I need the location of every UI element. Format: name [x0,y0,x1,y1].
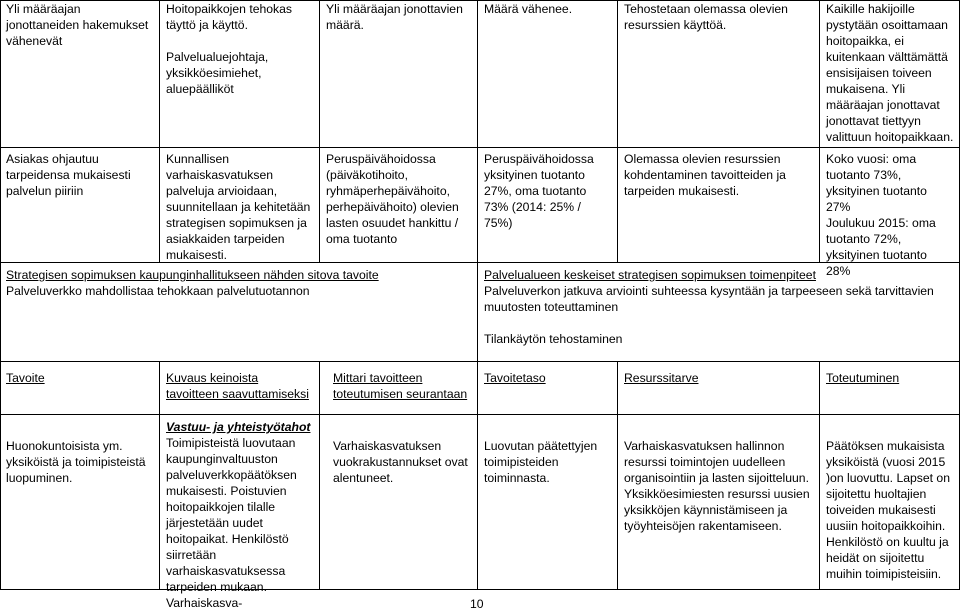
column-header-tavoitetaso [484,370,610,386]
strategy-actions-text: Tilankäytön tehostaminen [484,332,623,346]
header-label: Tavoite [6,371,45,385]
cell-text: Tehostetaan olemassa olevien resurssien käyttöä. [624,2,788,32]
table-cell [166,1,312,97]
header-label: Kuvaus keinoista tavoitteen saavuttamiseksi [166,371,309,401]
column-header-tavoite [6,370,151,386]
cell-text: Toimipisteistä luovutaan kaupunginvaltuuston palveluverkkopäätöksen mukaisesti. Poistuvien hoitopaikkojen tilalle järjestetään uudet hoitopaikat. Henkilöstö siirretään varhaiskasvatuksessa tarpeiden mukaan. Varhaiskasva- [166,436,297,610]
table-cell-kuvaus [166,419,312,610]
column-header-mittari [333,370,470,402]
table-cell [6,1,151,49]
table-cell-mittari [333,438,470,486]
strategy-goal-cell [6,267,471,299]
table-border-bottom [0,589,960,590]
header-label: Tavoitetaso [484,371,546,385]
table-cell [624,151,812,199]
cell-text: Olemassa olevien resurssien kohdentaminen tavoitteiden ja tarpeiden mukaisesti. [624,152,786,198]
header-label: Resurssitarve [624,371,699,385]
table-col-divider [477,262,478,361]
column-header-kuvaus [166,370,312,402]
table-cell-resurssitarve [624,438,812,534]
strategy-actions-text: Palveluverkon jatkuva arviointi suhteessa kysyntään ja tarpeeseen sekä tarvittavien muutosten toteuttaminen [484,284,934,314]
cell-text: Päätöksen mukaisista yksiköistä (vuosi 2015 )on luovuttu. Lapset on sijoitettu huoltajien toiveiden mukaisesti uusiin hoitopaikkoihin. Henkilöstö on kuultu ja heidät on sijoitettu muihin toimipisteisiin. [826,439,950,581]
table-col-divider [159,0,160,262]
cell-text: Koko vuosi: oma tuotanto 73%, yksityinen tuotanto 27% Joulukuu 2015: oma tuotanto 72%, yksityinen tuotanto 28% [826,152,936,278]
cell-text: Varhaiskasvatuksen hallinnon resurssi toimintojen uudelleen organisointiin ja lasten sijoitteluun. Yksikköesimiesten resurssi uusien yksikköjen käynnistämiseen ja työyhteisöjen rakentamiseen. [624,439,810,533]
header-label: Mittari tavoitteen toteutumisen seurantaan [333,371,468,401]
table-col-divider [617,361,618,589]
table-row-divider [0,361,960,362]
table-cell [484,1,610,17]
table-cell-toteutuminen [826,438,954,582]
table-cell-tavoite [6,438,151,486]
cell-text: Asiakas ohjautuu tarpeidensa mukaisesti palvelun piiriin [6,152,131,198]
table-col-divider [0,0,1,262]
header-label: Toteutuminen [826,371,900,385]
strategy-goal-heading: Strategisen sopimuksen kaupunginhallitukseen nähden sitova tavoite [6,268,379,282]
table-cell [326,1,470,33]
table-col-divider [319,0,320,262]
cell-text: Hoitopaikkojen tehokas täyttö ja käyttö. Palvelualuejohtaja, yksikköesimiehet, aluepäälliköt [166,2,293,96]
table-col-divider [819,0,820,262]
cell-text: Yli määräajan jonottavien määrä. [326,2,463,32]
cell-text: Peruspäivähoidossa (päiväkotihoito, ryhmäperhepäivähoito, perhepäivähoito) olevien lasten osuudet hankittu / oma tuotanto [326,152,459,246]
cell-text: Kunnallisen varhaiskasvatuksen palveluja arvioidaan, suunnitellaan ja kehitetään strategisen sopimuksen ja asiakkaiden tarpeiden mukaisesti. [166,152,311,262]
cell-text: Peruspäivähoidossa yksityinen tuotanto 27%, oma tuotanto 73% (2014: 25% / 75%) [484,152,594,230]
table-col-divider [477,361,478,589]
column-header-toteutuminen [826,370,954,386]
table-cell [166,151,312,263]
table-col-divider [0,262,1,361]
table-col-divider [319,361,320,589]
strategy-actions-heading: Palvelualueen keskeiset strategisen sopimuksen toimenpiteet [484,268,816,282]
table-col-divider [0,361,1,589]
table-col-divider [819,361,820,589]
cell-text: Yli määräajan jonottaneiden hakemukset vähenevät [6,2,149,48]
table-row-divider [0,262,960,263]
cell-text: Varhaiskasvatuksen vuokrakustannukset ovat alentuneet. [333,439,468,485]
cell-text: Kaikille hakijoille pystytään osoittamaan hoitopaikka, ei kuitenkaan välttämättä ensisijaisen toiveen mukaisena. Yli määräajan jonottavat jonottavat tiettyyn valittuun hoitopaikkaan. [826,2,954,144]
table-cell [826,1,954,145]
table-col-divider [477,0,478,262]
table-cell [826,151,954,279]
strategy-actions-cell [484,267,954,347]
responsibility-heading: Vastuu- ja yhteistyötahot [166,420,311,434]
table-cell [6,151,151,199]
table-cell [326,151,470,247]
page-number: 10 [470,597,484,610]
table-col-divider [617,0,618,262]
table-col-divider [159,361,160,589]
cell-text: Huonokuntoisista ym. yksiköistä ja toimipisteistä luopuminen. [6,439,146,485]
table-row-divider [0,147,960,148]
cell-text: Määrä vähenee. [484,2,573,16]
cell-text: Luovutan päätettyjen toimipisteiden toiminnasta. [484,439,598,485]
table-cell-tavoitetaso [484,438,610,486]
table-cell [484,151,610,231]
table-row-divider [0,414,960,415]
strategy-goal-text: Palveluverkko mahdollistaa tehokkaan palvelutuotannon [6,284,310,298]
table-cell [624,1,812,33]
column-header-resurssitarve [624,370,812,386]
